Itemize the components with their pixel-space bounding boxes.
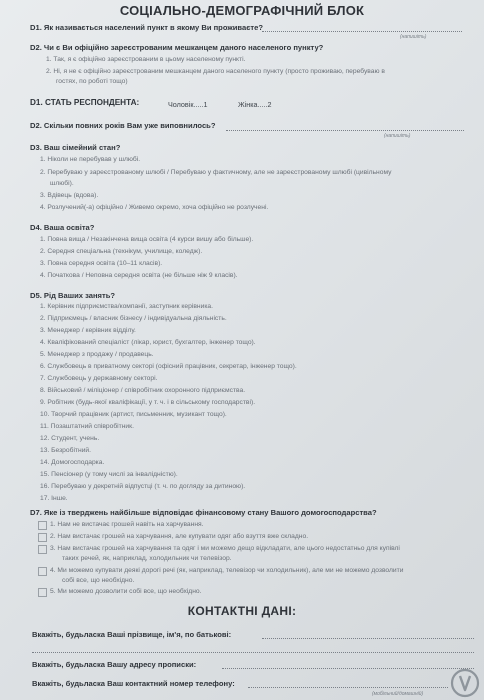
question-d1-settlement: D1. Як називається населений пункт в якому Ви проживаєте? (30, 23, 263, 32)
contact-name-line[interactable] (262, 638, 474, 639)
option-d5-15[interactable]: 15. Пенсіонер (у тому числі за інвалідністю). (40, 471, 178, 478)
option-female[interactable]: Жінка.....2 (238, 100, 272, 109)
hint-write-age: (напишіть) (384, 133, 411, 139)
option-d7-3[interactable]: 3. Нам вистачає грошей на харчування та одяг і ми можемо дещо відкладати, але цього недостатньо для купівлі (50, 545, 400, 552)
option-d5-1[interactable]: 1. Керівник підприємства/компанії, заступник керівника. (40, 303, 213, 310)
option-d3-1[interactable]: 1. Ніколи не перебував у шлюбі. (40, 156, 141, 163)
checkbox-d7-5[interactable] (38, 588, 47, 597)
option-d7-5[interactable]: 5. Ми можемо дозволити собі все, що необхідно. (50, 588, 202, 595)
option-d5-11[interactable]: 11. Позаштатний співробітник. (40, 423, 134, 430)
option-d5-3[interactable]: 3. Менеджер / керівник відділу. (40, 327, 136, 334)
question-sex: D1. СТАТЬ РЕСПОНДЕНТА: (30, 98, 140, 107)
hint-mobile: (мобільний/домашній) (372, 691, 424, 697)
option-d5-7[interactable]: 7. Службовець у державному секторі. (40, 375, 158, 382)
contact-address-label: Вкажіть, будьласка Вашу адресу прописки: (32, 660, 197, 669)
option-d4-4[interactable]: 4. Початкова / Неповна середня освіта (не більше ніж 9 класів). (40, 272, 238, 279)
option-d7-1[interactable]: 1. Нам не вистачає грошей навіть на харчування. (50, 521, 204, 528)
contact-phone-label: Вкажіть, будьласка Ваш контактний номер телефону: (32, 679, 235, 688)
answer-line-settlement[interactable] (262, 31, 462, 32)
contact-name-label: Вкажіть, будьласка Ваші прізвище, ім'я, по батькові: (32, 630, 232, 639)
option-d5-9[interactable]: 9. Робітник (будь-якої кваліфікації, у т. ч. і в сільському господарстві). (40, 399, 256, 406)
option-male[interactable]: Чоловік.....1 (168, 100, 208, 109)
option-d7-4-cont: собі все, що необхідно. (62, 577, 135, 584)
watermark-logo-icon (450, 668, 480, 698)
option-d3-4[interactable]: 4. Розлучений(-а) офіційно / Живемо окремо, хоча офіційно не розлучені. (40, 204, 269, 211)
option-d5-16[interactable]: 16. Перебуваю у декретній відпустці (т. ч. по догляду за дитиною). (40, 483, 246, 490)
option-d4-2[interactable]: 2. Середня спеціальна (технікум, училище, коледж). (40, 248, 203, 255)
question-d3-marital: D3. Ваш сімейний стан? (30, 143, 121, 152)
option-d5-13[interactable]: 13. Безробітний. (40, 447, 92, 454)
contact-name-line-2[interactable] (32, 652, 474, 653)
question-d2-age: D2. Скільки повних років Вам уже виповнилось? (30, 121, 216, 130)
answer-line-age[interactable] (226, 130, 464, 131)
checkbox-d7-3[interactable] (38, 545, 47, 554)
option-d2-2[interactable]: 2. Ні, я не є офіційно зареєстрованим мешканцем даного населеного пункту (просто проживаю, перебуваю в (46, 68, 385, 75)
option-d5-17[interactable]: 17. Інше. (40, 495, 68, 502)
question-d5-occupation: D5. Рід Ваших занять? (30, 291, 116, 300)
option-d5-6[interactable]: 6. Службовець в приватному секторі (офісний працівник, секретар, інженер тощо). (40, 363, 297, 370)
option-d5-2[interactable]: 2. Підприємець / власник бізнесу / індивідуальна діяльність. (40, 315, 227, 322)
option-d3-3[interactable]: 3. Вдівець (вдова). (40, 192, 99, 199)
option-d5-5[interactable]: 5. Менеджер з продажу / продавець. (40, 351, 154, 358)
checkbox-d7-2[interactable] (38, 533, 47, 542)
question-d7-finances: D7. Яке із тверджень найбільше відповідає фінансовому стану Вашого домогосподарства? (30, 508, 377, 517)
option-d7-4[interactable]: 4. Ми можемо купувати деякі дорогі речі (як, наприклад, телевізор чи холодильник), але ми не можемо дозволити (50, 567, 404, 574)
option-d3-2-cont: шлюбі). (50, 180, 74, 187)
option-d7-3-cont: таких речей, як, наприклад, холодильник чи телевізор. (62, 555, 232, 562)
option-d5-4[interactable]: 4. Кваліфікований спеціаліст (лікар, юрист, бухгалтер, інженер тощо). (40, 339, 256, 346)
contact-phone-line[interactable] (248, 687, 448, 688)
contacts-title: КОНТАКТНІ ДАНІ: (187, 604, 297, 618)
option-d4-1[interactable]: 1. Повна вища / Незакінчена вища освіта (4 курси вишу або більше). (40, 236, 254, 243)
page-title: СОЦІАЛЬНО-ДЕМОГРАФІЧНИЙ БЛОК (119, 3, 365, 18)
question-d2-registration: D2. Чи є Ви офіційно зареєстрованим мешканцем даного населеного пункту? (30, 43, 324, 52)
option-d3-2[interactable]: 2. Перебуваю у зареєстрованому шлюбі / Перебуваю у фактичному, але не зареєстрованому шлюбі (цивільному (40, 169, 392, 176)
checkbox-d7-4[interactable] (38, 567, 47, 576)
question-d4-education: D4. Ваша освіта? (30, 223, 95, 232)
option-d2-1[interactable]: 1. Так, я є офіційно зареєстрованим в цьому населеному пункті. (46, 56, 246, 63)
option-d2-2-cont: гостях, по роботі тощо) (56, 78, 128, 85)
option-d4-3[interactable]: 3. Повна середня освіта (10–11 класів). (40, 260, 163, 267)
hint-write: (напишіть) (400, 34, 427, 40)
option-d5-12[interactable]: 12. Студент, учень. (40, 435, 100, 442)
checkbox-d7-1[interactable] (38, 521, 47, 530)
option-d5-8[interactable]: 8. Військовий / міліціонер / співробітник охоронного підприємства. (40, 387, 246, 394)
option-d7-2[interactable]: 2. Нам вистачає грошей на харчування, але купувати одяг або взуття вже складно. (50, 533, 309, 540)
option-d5-14[interactable]: 14. Домогосподарка. (40, 459, 105, 466)
option-d5-10[interactable]: 10. Творчий працівник (артист, письменник, музикант тощо). (40, 411, 227, 418)
contact-address-line[interactable] (222, 668, 474, 669)
